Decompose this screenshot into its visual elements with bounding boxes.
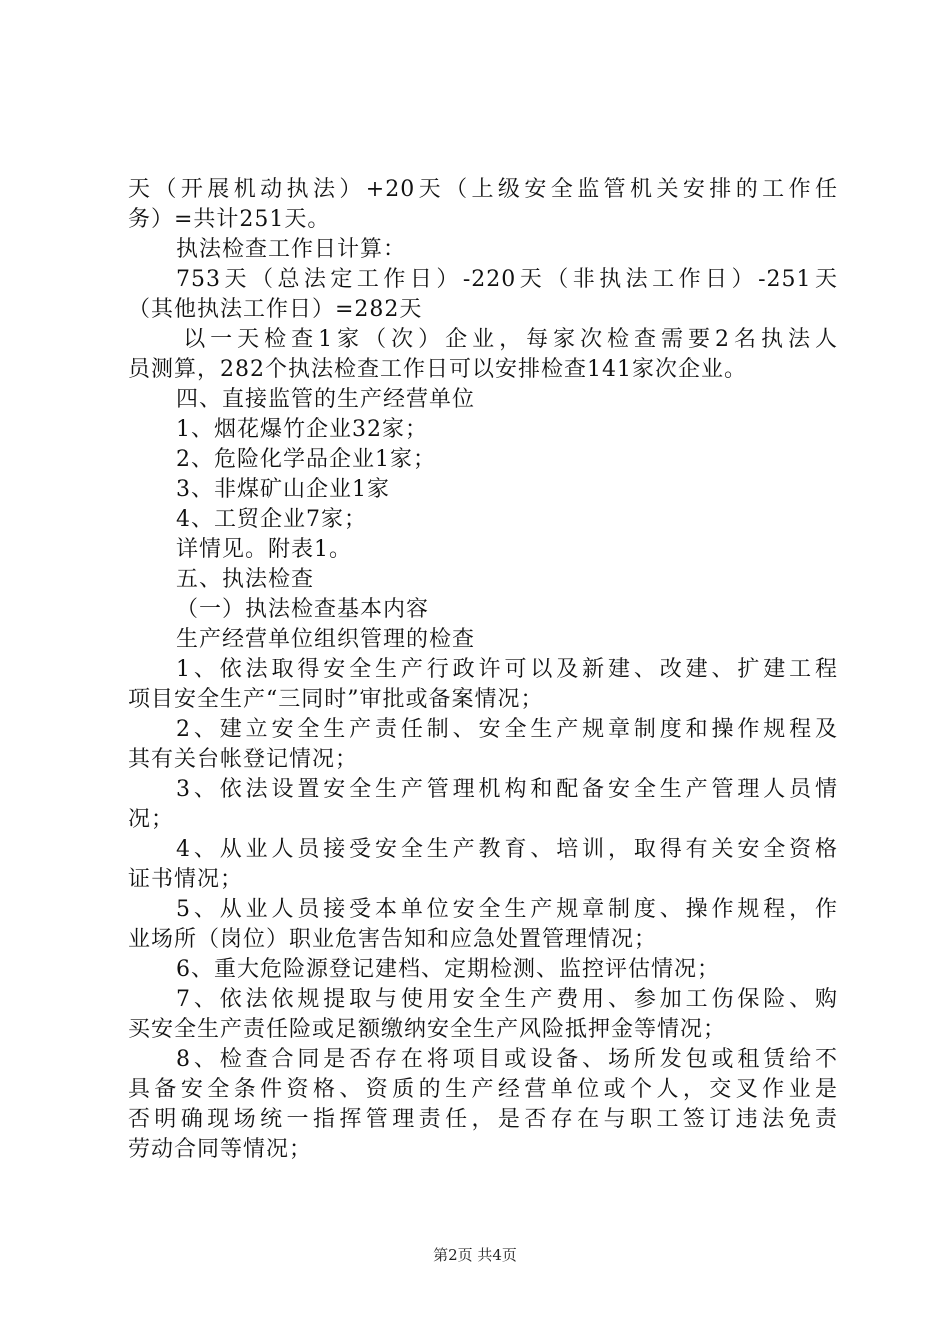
text-line: 5、从业人员接受本单位安全生产规章制度、操作规程，作 bbox=[176, 897, 838, 922]
text-line: 7、依法依规提取与使用安全生产费用、参加工伤保险、购 bbox=[176, 987, 838, 1012]
text-line: 具备安全条件资格、资质的生产经营单位或个人，交叉作业是 bbox=[128, 1077, 838, 1102]
text-line: 四、直接监管的生产经营单位 bbox=[176, 387, 476, 412]
text-line: 4、从业人员接受安全生产教育、培训，取得有关安全资格 bbox=[176, 837, 838, 862]
text-line: 执法检查工作日计算： bbox=[176, 237, 407, 262]
text-line: （其他执法工作日）=282天 bbox=[128, 297, 423, 322]
text-line: 劳动合同等情况； bbox=[128, 1137, 313, 1162]
text-line: 2、危险化学品企业1家； bbox=[176, 447, 436, 472]
text-line: 员测算，282个执法检查工作日可以安排检查141家次企业。 bbox=[128, 357, 747, 382]
text-line: 以一天检查1家（次）企业，每家次检查需要2名执法人 bbox=[183, 327, 838, 352]
text-line: 务）=共计251天。 bbox=[128, 207, 331, 232]
text-line: 买安全生产责任险或足额缴纳安全生产风险抵押金等情况； bbox=[128, 1017, 727, 1042]
text-line: 生产经营单位组织管理的检查 bbox=[176, 627, 476, 652]
text-line: 详情见。附表1。 bbox=[176, 537, 352, 562]
text-line: 6、重大危险源登记建档、定期检测、监控评估情况； bbox=[176, 957, 720, 982]
text-line: 1、烟花爆竹企业32家； bbox=[176, 417, 428, 442]
text-line: 否明确现场统一指挥管理责任，是否存在与职工签订违法免责 bbox=[128, 1107, 838, 1132]
text-line: 天（开展机动执法）+20天（上级安全监管机关安排的工作任 bbox=[128, 177, 838, 202]
text-line: 8、检查合同是否存在将项目或设备、场所发包或租赁给不 bbox=[176, 1047, 838, 1072]
page-footer: 第2页 共4页 bbox=[433, 1246, 517, 1264]
text-line: 3、依法设置安全生产管理机构和配备安全生产管理人员情 bbox=[176, 777, 838, 802]
text-line: 1、依法取得安全生产行政许可以及新建、改建、扩建工程 bbox=[176, 657, 838, 682]
text-line: 项目安全生产“三同时”审批或备案情况； bbox=[128, 687, 544, 712]
text-line: 3、非煤矿山企业1家 bbox=[176, 477, 390, 502]
text-line: （一）执法检查基本内容 bbox=[176, 597, 430, 622]
text-line: 证书情况； bbox=[128, 867, 244, 892]
text-line: 753天（总法定工作日）-220天（非执法工作日）-251天 bbox=[176, 267, 838, 292]
text-line: 2、建立安全生产责任制、安全生产规章制度和操作规程及 bbox=[176, 717, 838, 742]
text-line: 其有关台帐登记情况； bbox=[128, 747, 359, 772]
document-body bbox=[128, 175, 838, 1165]
text-line: 业场所（岗位）职业危害告知和应急处置管理情况； bbox=[128, 927, 658, 952]
text-line: 况； bbox=[128, 807, 175, 832]
text-line: 4、工贸企业7家； bbox=[176, 507, 367, 532]
text-line: 五、执法检查 bbox=[176, 567, 315, 592]
